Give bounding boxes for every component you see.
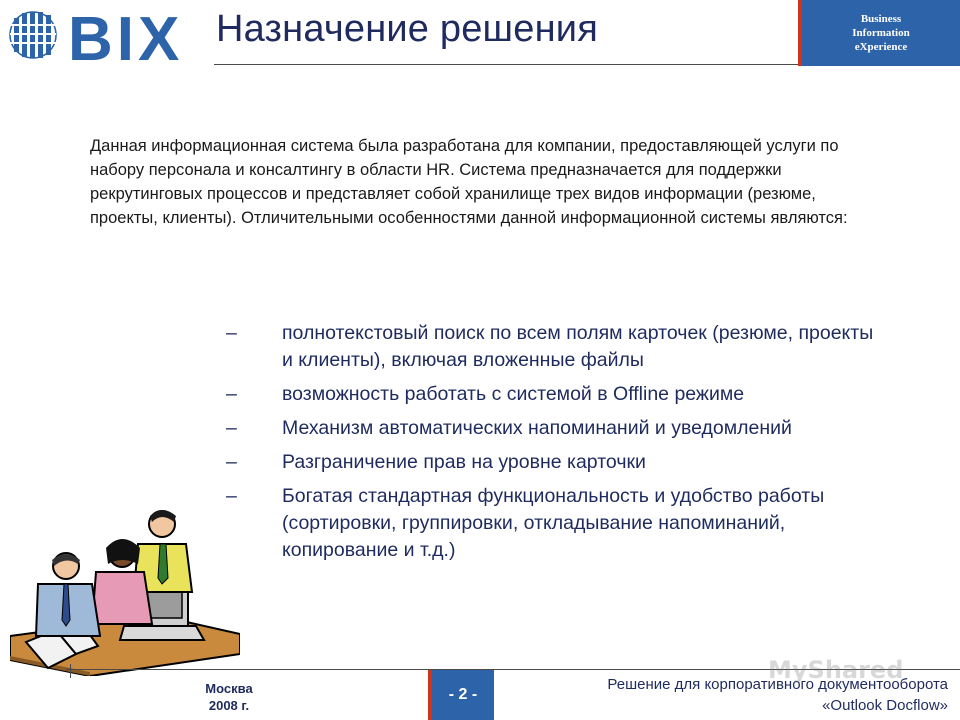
bullet-dash: –	[226, 383, 237, 405]
bullet-dash: –	[226, 322, 237, 344]
logo-text: BIX	[68, 6, 184, 64]
footer-tick	[70, 664, 71, 678]
badge-line-information: Information	[852, 27, 910, 39]
page-number: - 2 -	[428, 670, 494, 720]
feature-list	[226, 320, 876, 571]
bullet-dash: –	[226, 485, 237, 507]
footer-product-line2: «Outlook Docflow»	[822, 697, 948, 714]
bix-logo	[8, 6, 203, 64]
footer-location	[186, 680, 272, 714]
footer-city: Москва	[205, 681, 253, 696]
page-title: Назначение решения	[216, 8, 598, 50]
badge-line-experience: eXperience	[854, 41, 908, 53]
watermark: MyShared	[768, 656, 904, 684]
bix-badge	[798, 0, 960, 66]
title-divider	[214, 64, 800, 65]
feature-text: Разграничение прав на уровне карточки	[282, 451, 646, 473]
bullet-dash: –	[226, 451, 237, 473]
list-item	[226, 483, 876, 564]
badge-line-business: Business	[860, 13, 902, 25]
list-item	[226, 320, 876, 374]
intro-paragraph: Данная информационная система была разработана для компании, предоставляющей услуги по набору персонала и консалтингу в области HR. Система предназначается для поддержки рекрутинговых процессов и представляет собой хранилище трех видов информации (резюме, проекты, клиенты). Отличительными особенностями данной информационной системы являются:	[90, 137, 848, 227]
feature-text: полнотекстовый поиск по всем полям карточек (резюме, проекты и клиенты), включая вложенные файлы	[282, 322, 874, 371]
list-item	[226, 415, 876, 442]
bullet-dash: –	[226, 417, 237, 439]
footer-product-line1: Решение для корпоративного документооборота	[607, 676, 948, 693]
feature-text: возможность работать с системой в Offline режиме	[282, 383, 745, 405]
globe-icon	[10, 12, 56, 58]
footer-year: 2008 г.	[208, 698, 250, 713]
feature-text: Богатая стандартная функциональность и удобство работы (сортировки, группировки, откладывание напоминаний, копирование и т.д.)	[282, 485, 825, 561]
office-workers-illustration	[10, 504, 240, 676]
list-item	[226, 381, 876, 408]
feature-text: Механизм автоматических напоминаний и уведомлений	[282, 417, 792, 439]
list-item	[226, 449, 876, 476]
